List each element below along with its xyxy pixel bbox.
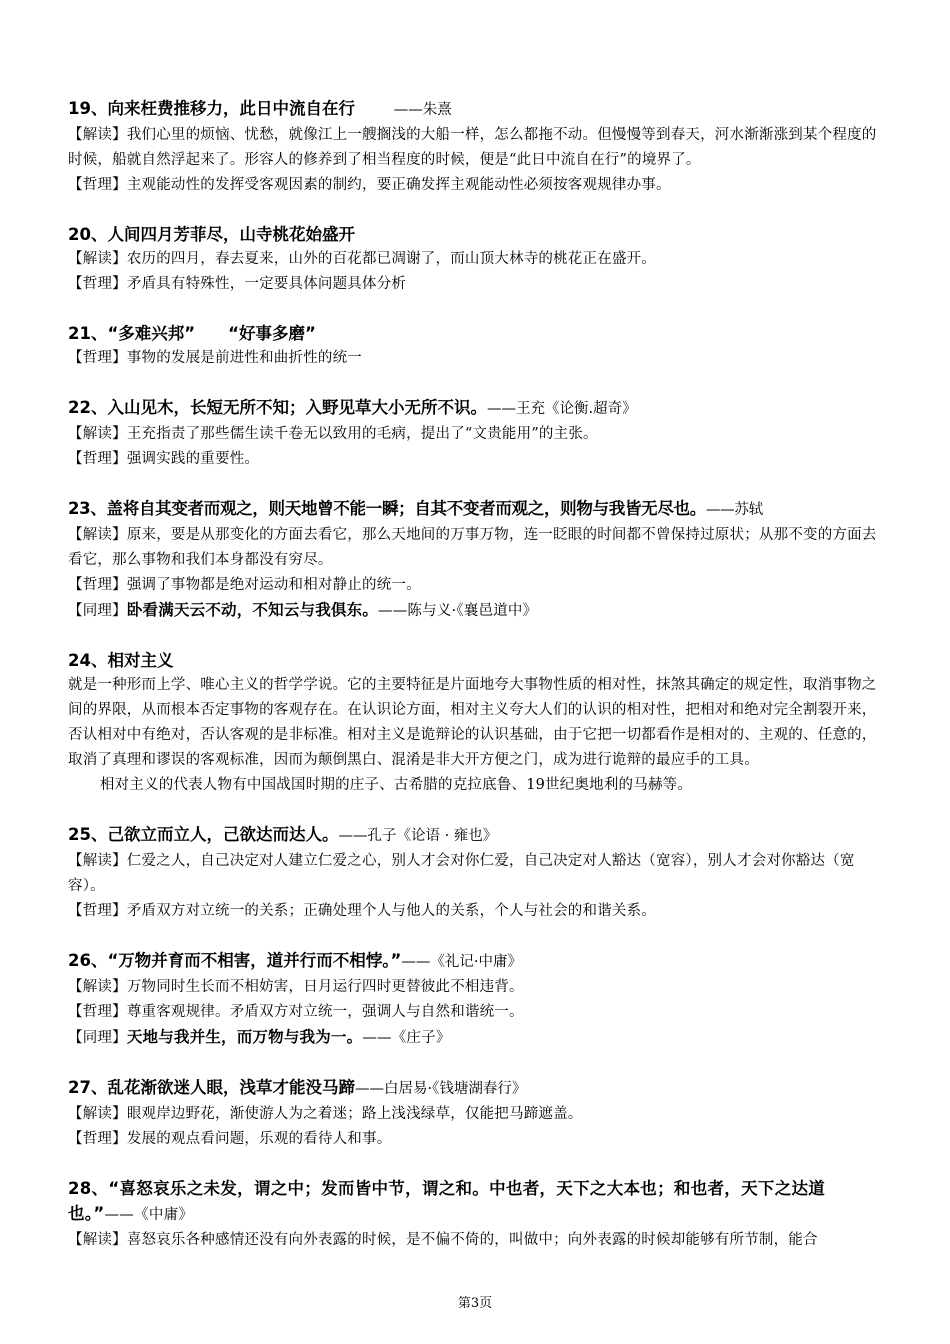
entry-26 — [68, 948, 886, 1051]
entry-source: ——孔子《论语 · 雍也》 — [338, 828, 498, 844]
same-principle-line: 【同理】卧看满天云不动，不知云与我俱东。——陈与义·《襄邑道中》 — [68, 601, 538, 619]
interpretation-line: 【解读】我们心里的烦恼、忧愁，就像江上一艘搁浅的大船一样，怎么都拖不动。但慢慢等到春天，河水渐渐涨到某个程度的时候，船就自然浮起来了。形容人的修养到了相当程度的时候，便是“此日中流自在行”的境界了。 — [68, 127, 877, 168]
entry-24 — [68, 648, 886, 798]
philosophy-line: 【哲理】强调实践的重要性。 — [68, 451, 260, 467]
entry-22 — [68, 395, 886, 472]
interpretation-line: 【解读】眼观岸边野花，渐使游人为之着迷；路上浅浅绿草，仅能把马蹄遮盖。 — [68, 1106, 583, 1122]
philosophy-line: 【哲理】发展的观点看问题，乐观的看待人和事。 — [68, 1131, 392, 1147]
entry-title: 19、向来枉费推移力，此日中流自在行 ——朱熹 — [68, 99, 452, 118]
entry-source: ——白居易·《钱塘湖春行》 — [354, 1081, 527, 1097]
entry-title: 25、己欲立而立人，己欲达而达人。——孔子《论语 · 雍也》 — [68, 825, 498, 844]
entry-source: ——《中庸》 — [104, 1207, 194, 1223]
entry-title: 26、“万物并育而不相害，道并行而不相悖。”——《礼记·中庸》 — [68, 951, 523, 970]
entry-23 — [68, 496, 886, 624]
entry-source: ——《庄子》 — [362, 1030, 451, 1046]
entry-source: ——《礼记·中庸》 — [401, 954, 523, 970]
interpretation-line: 【解读】仁爱之人，自己决定对人建立仁爱之心，别人才会对你仁爱，自己决定对人豁达（宽容），别人才会对你豁达（宽容）。 — [68, 853, 855, 894]
page-number: 第3页 — [457, 1296, 493, 1311]
philosophy-line: 【哲理】矛盾双方对立统一的关系；正确处理个人与他人的关系，个人与社会的和谐关系。 — [68, 903, 657, 919]
entry-title: 23、盖将自其变者而观之，则天地曾不能一瞬；自其不变者而观之，则物与我皆无尽也。——苏轼 — [68, 499, 763, 518]
entry-title: 24、相对主义 — [68, 651, 174, 670]
entry-source: ——陈与义·《襄邑道中》 — [378, 603, 538, 619]
entry-21 — [68, 321, 886, 371]
interpretation-line: 【解读】原来，要是从那变化的方面去看它，那么天地间的万事万物，连一眨眼的时间都不曾保持过原状；从那不变的方面去看它，那么事物和我们本身都没有穷尽。 — [68, 527, 877, 568]
philosophy-line: 【哲理】矛盾具有特殊性，一定要具体问题具体分析 — [68, 276, 407, 292]
entry-title: 22、入山见木，长短无所不知；入野见草大小无所不识。——王充《论衡.超奇》 — [68, 398, 637, 417]
interpretation-line: 【解读】王充指责了那些儒生读千卷无以致用的毛病，提出了“文贵能用”的主张。 — [68, 426, 598, 442]
entry-title: 27、乱花渐欲迷人眼，浅草才能没马蹄——白居易·《钱塘湖春行》 — [68, 1078, 527, 1097]
entry-19 — [68, 96, 886, 198]
entry-source: ——王充《论衡.超奇》 — [486, 401, 637, 417]
philosophy-line: 【哲理】主观能动性的发挥受客观因素的制约，要正确发挥主观能动性必须按客观规律办事。 — [68, 177, 671, 193]
entry-25 — [68, 822, 886, 924]
body-paragraph: 相对主义的代表人物有中国战国时期的庄子、古希腊的克拉底鲁、19世纪奥地利的马赫等。 — [99, 777, 693, 793]
philosophy-line: 【哲理】尊重客观规律。矛盾双方对立统一，强调人与自然和谐统一。 — [68, 1004, 524, 1020]
interpretation-line: 【解读】万物同时生长而不相妨害，日月运行四时更替彼此不相违背。 — [68, 979, 524, 995]
same-principle-line: 【同理】天地与我并生，而万物与我为一。——《庄子》 — [68, 1028, 451, 1046]
entry-20 — [68, 222, 886, 297]
entry-27 — [68, 1075, 886, 1152]
interpretation-line: 【解读】喜怒哀乐各种感情还没有向外表露的时候，是不偏不倚的，叫做中；向外表露的时候却能够有所节制，能合 — [68, 1232, 818, 1248]
entry-28 — [68, 1176, 886, 1253]
entry-source: ——朱熹 — [393, 102, 452, 118]
interpretation-line: 【解读】农历的四月，春去夏来，山外的百花都已凋谢了，而山顶大林寺的桃花正在盛开。 — [68, 251, 657, 267]
entry-title: 28、“喜怒哀乐之未发，谓之中；发而皆中节，谓之和。中也者，天下之大本也；和也者，天下之达道也。”——《中庸》 — [68, 1179, 826, 1223]
entry-source: ——苏轼 — [705, 502, 763, 518]
entry-title: 21、“多难兴邦” “好事多磨” — [68, 324, 316, 343]
document-page — [68, 96, 886, 1277]
philosophy-line: 【哲理】事物的发展是前进性和曲折性的统一 — [68, 350, 363, 366]
philosophy-line: 【哲理】强调了事物都是绝对运动和相对静止的统一。 — [68, 577, 421, 593]
entry-title: 20、人间四月芳菲尽，山寺桃花始盛开 — [68, 225, 355, 244]
body-paragraph: 就是一种形而上学、唯心主义的哲学学说。它的主要特征是片面地夸大事物性质的相对性，抹煞其确定的规定性，取消事物之间的界限，从而根本否定事物的客观存在。在认识论方面，相对主义夸大人们的认识的相对性，把相对和绝对完全割裂开来，否认相对中有绝对，否认客观的是非标准。相对主义是诡辩论的认识基础，由于它把一切都看作是相对的、主观的、任意的，取消了真理和谬误的客观标准，因而为颠倒黑白、混淆是非大开方便之门，成为进行诡辩的最应手的工具。 — [68, 677, 877, 768]
